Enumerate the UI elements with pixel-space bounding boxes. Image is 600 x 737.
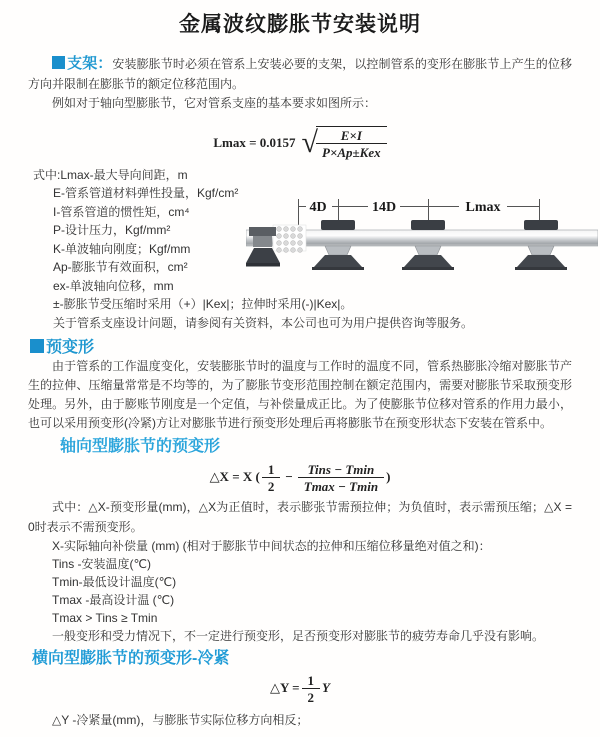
- definition-line: E-管系管道材料弹性投量，Kgf/cm²: [53, 186, 239, 200]
- definition-line: ±-膨胀节受压缩时采用（+）|Kex|；拉伸时采用(-)|Kex|。: [53, 297, 353, 311]
- formula-numerator: E×I: [316, 127, 387, 144]
- definition-line: ex-单波轴向位移，mm: [53, 278, 174, 293]
- support-example-text: 例如对于轴向型膨胀节，它对管系支座的基本要求如图所示：: [52, 96, 377, 110]
- formula-denominator: P×Ap±Kex: [322, 144, 381, 160]
- lateral-formula: [0, 671, 600, 705]
- temp-numerator: Tins − Tmin: [298, 461, 384, 478]
- axial-subheading: 轴向型膨胀节的预变形: [60, 438, 221, 455]
- x-definition-line: X-实际轴向补偿量 (mm) (相对于膨胀节中间状态的拉伸和压缩位移量绝对值之和)：: [52, 539, 491, 553]
- dim-label-14d: 14D: [371, 199, 397, 215]
- dim-label-4d: 4D: [309, 199, 327, 215]
- lateral-subheading: 横向型膨胀节的预变形-冷紧: [32, 650, 230, 667]
- minus-operator: −: [285, 469, 293, 484]
- coldtight-note-line: △Y -冷紧量(mm)，与膨胀节实际位移方向相反；: [52, 713, 309, 727]
- dim-label-lmax: Lmax: [465, 199, 501, 215]
- formula-lhs: Lmax = 0.0157: [213, 134, 296, 150]
- support-intro-text: 安装膨胀节时必须在管系上安装必要的支架，以控制管系的变形在膨胀节上产生的位移方向并限制在膨胀节的额定位移范围内。: [28, 57, 572, 91]
- tmax-line: Tmax -最高设计温 (℃): [52, 593, 175, 607]
- section-marker-icon: [30, 339, 44, 353]
- axial-formula-lhs: △X = X (: [209, 469, 260, 484]
- lateral-formula-lhs: △Y =: [269, 680, 300, 695]
- half-numerator: 1: [302, 672, 321, 689]
- guide-spacing-formula: [0, 120, 600, 166]
- definition-line: Ap-膨胀节有效面积，cm²: [53, 260, 188, 274]
- definition-line: K-单波轴向刚度；Kgf/mm: [53, 241, 191, 256]
- definition-line: P-设计压力，Kgf/mm²: [53, 223, 171, 237]
- temperature-inequality: Tmax > Tins ≥ Tmin: [52, 611, 158, 625]
- axial-shizhong-text: 式中：△X-预变形量(mm)，△X为正值时，表示膨张节需预拉伸；为负值时，表示需预压缩；△X = 0时表示不需预变形。: [28, 500, 572, 534]
- radical-sign: √: [301, 125, 319, 159]
- axial-formula: [0, 459, 600, 495]
- axial-formula-close: ): [386, 469, 391, 484]
- temp-denominator: Tmax − Tmin: [303, 478, 379, 494]
- half-denominator: 2: [307, 689, 315, 705]
- support-note-text: 关于管系支座设计问题，请参阅有关资料，本公司也可为用户提供咨询等服务。: [53, 315, 474, 330]
- pipe-diagram: [246, 192, 598, 292]
- bellows: [273, 225, 306, 252]
- tins-line: Tins -安装温度(℃): [52, 557, 152, 571]
- predeform-body-text: 由于管系的工作温度变化，安装膨胀节时的温度与工作时的温度不同，管系热膨胀冷缩对膨胀节产生的拉伸、压缩量常常是不均等的，为了膨胀节变形范围控制在额定范围内，需要对膨胀节采取预变形处理。另外，由于膨账节刚度是一个定值，与补偿量成正比。为了使膨胀节位移对管系的作用力最小，也可以采用预变形(冷紧)方让对膨胀节进行预变形处理后再将膨胀节在预变形状态下安装在管系中。: [28, 359, 572, 430]
- half-denominator: 2: [267, 478, 275, 494]
- definition-line: I-管系管道的惯性矩，cm⁴: [53, 204, 190, 219]
- lateral-formula-rhs: Y: [322, 680, 330, 695]
- tmin-line: Tmin-最低设计温度(℃): [52, 575, 177, 589]
- predeform-section-heading: [30, 339, 600, 357]
- axial-note-line: 一般变形和受力情况下，不一定进行预变形，足否预变形对膨胀节的疲劳寿命几乎没有影响。: [52, 629, 545, 643]
- predeform-section-label: 预变形: [46, 339, 95, 356]
- definition-line: 式中:Lmax-最大导向间距，m: [33, 167, 188, 182]
- section-marker-icon: [52, 56, 65, 69]
- definitions-list: [33, 166, 600, 333]
- support-intro-paragraph: [28, 54, 572, 94]
- page-title: 金属波纹膨胀节安装说明: [179, 13, 421, 36]
- support-section-label: 支架：: [67, 55, 113, 72]
- half-numerator: 1: [262, 461, 281, 478]
